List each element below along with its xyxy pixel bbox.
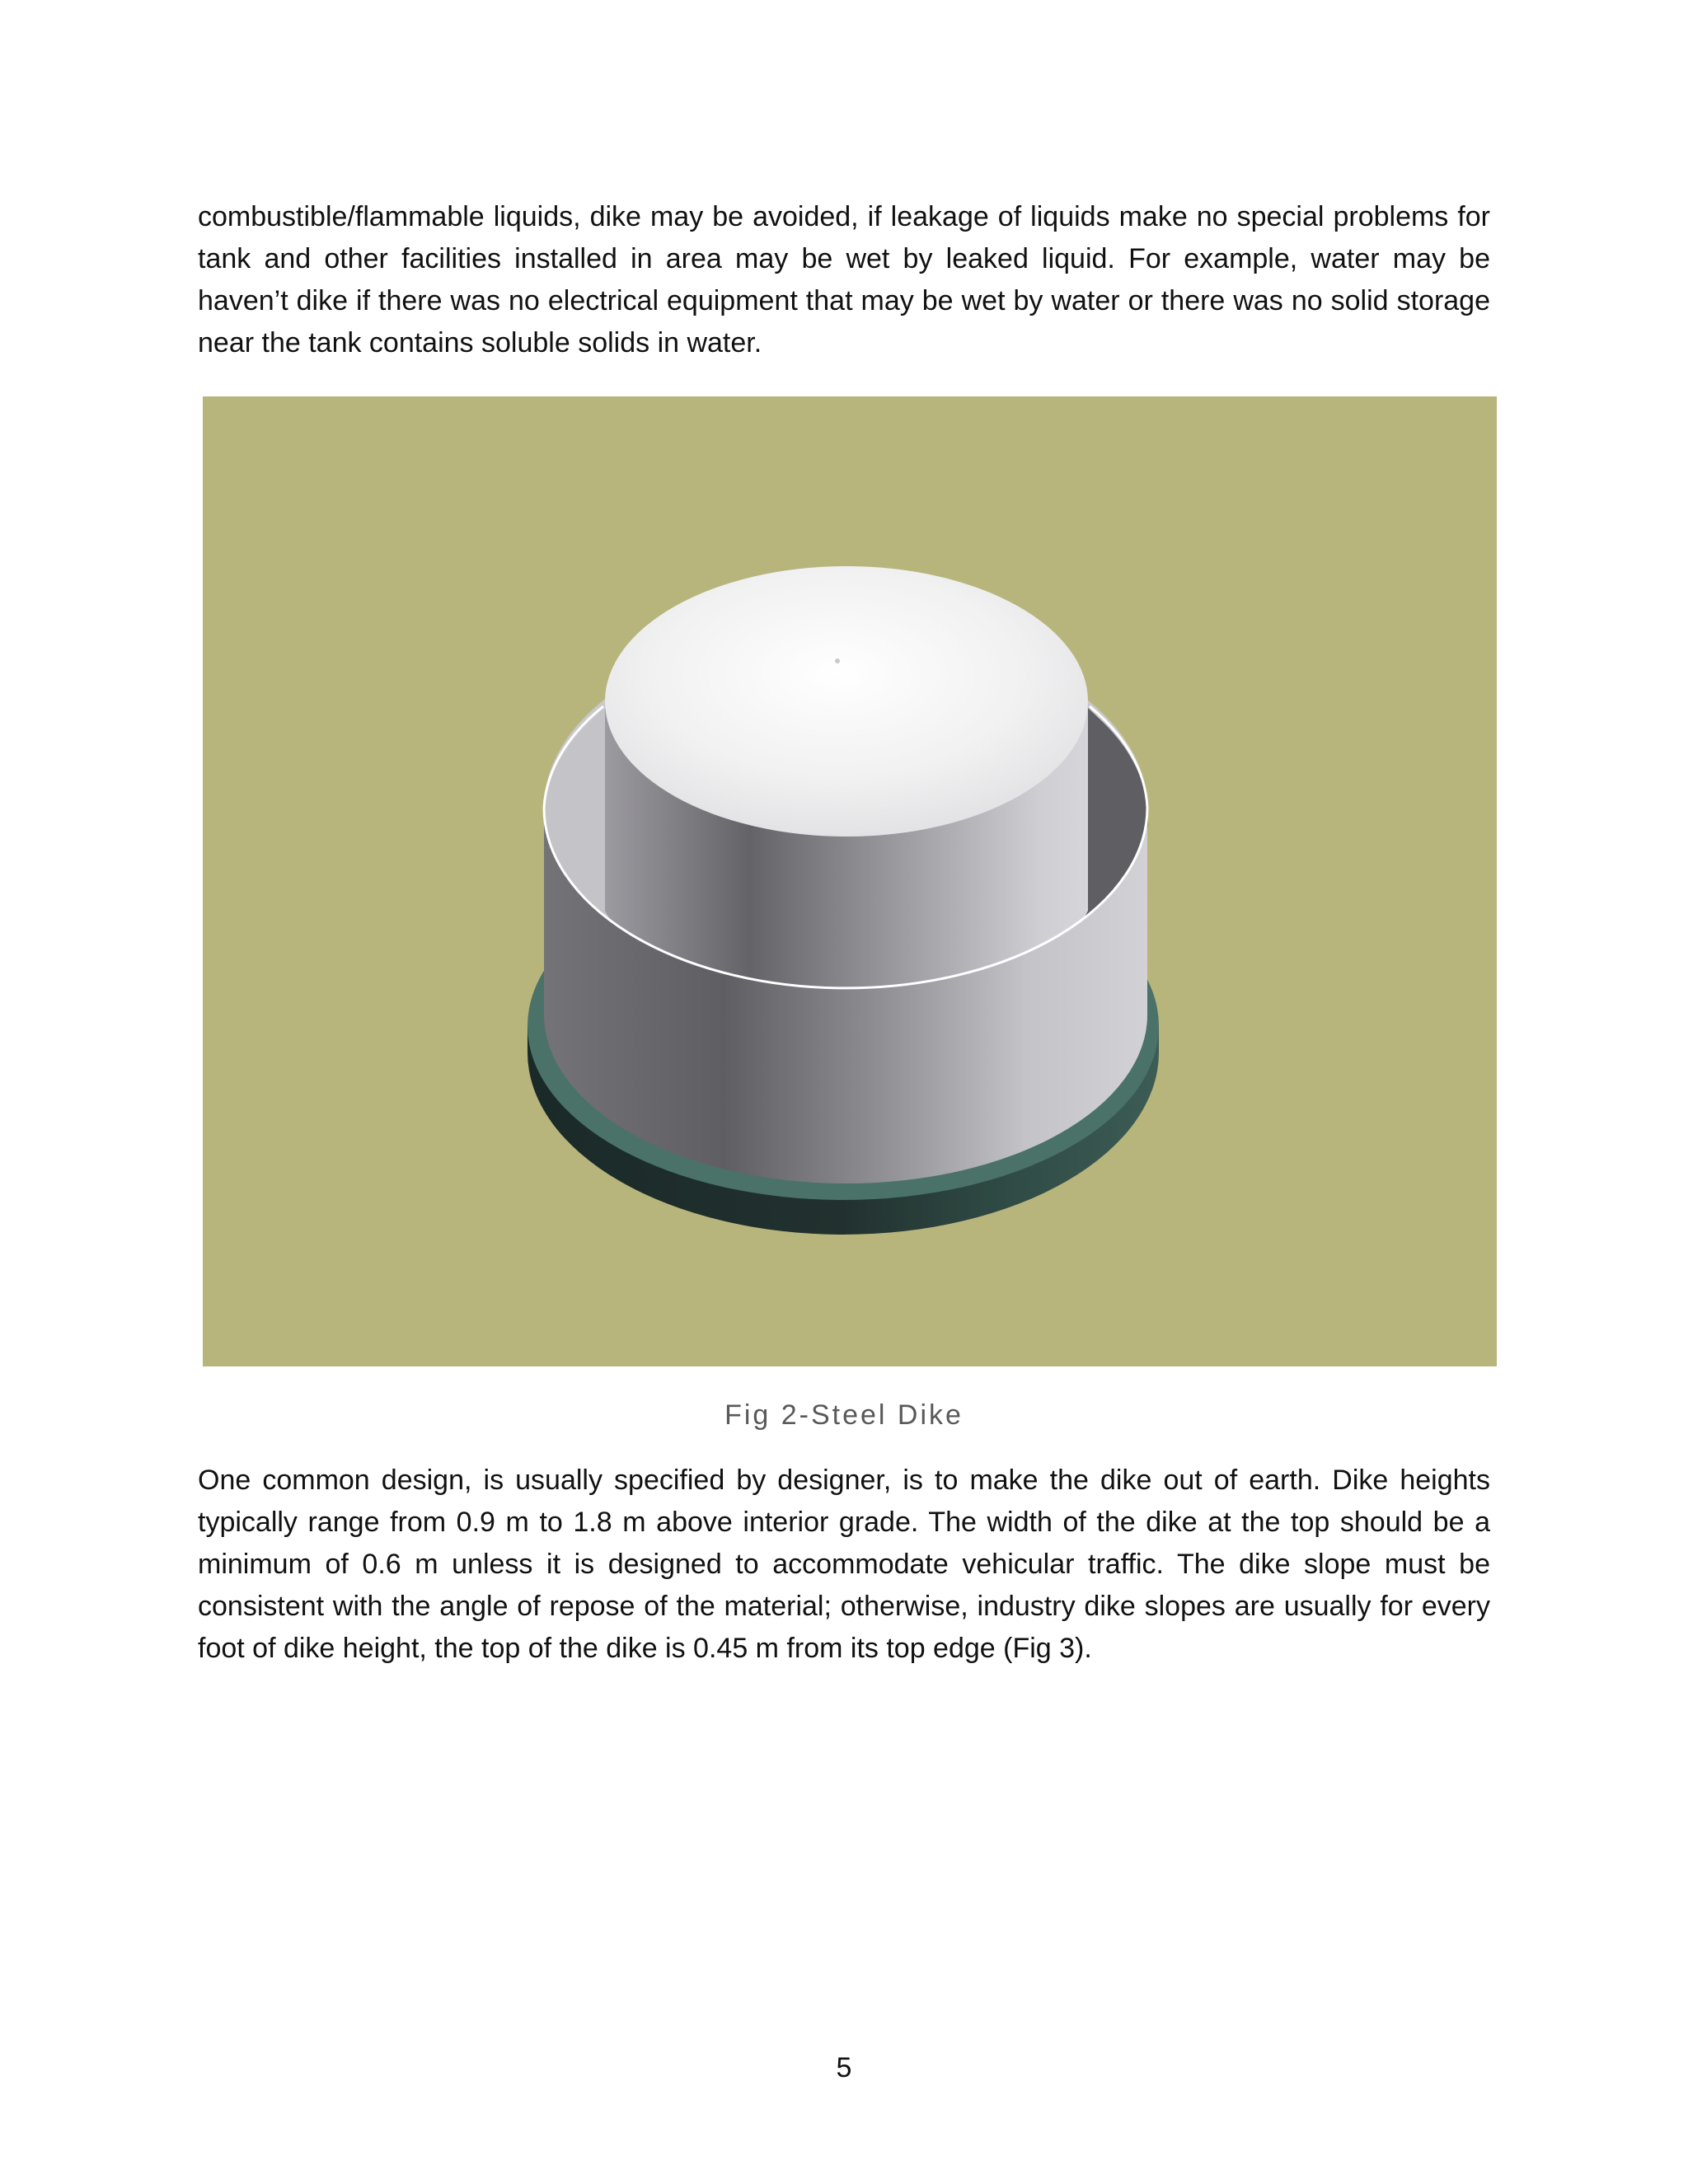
page-number: 5 [836,2052,852,2083]
tank-roof [605,566,1088,837]
figure-caption: Fig 2-Steel Dike [724,1399,964,1431]
body-paragraph-top: combustible/flammable liquids, dike may be avoided, if leakage of liquids make no special problems for tank and other facilities installed in area may be wet by leaked liquid. For example, water may be haven’t dike if there was no electrical equipment that may be wet by water or there was no solid storage near the tank contains soluble solids in water. [198,201,1490,359]
body-paragraph-bottom: One common design, is usually specified by designer, is to make the dike out of earth. Dike heights typically range from 0.9 m to 1.8 m above interior grade. The width of the dike at the top should be a minimum of 0.6 m unless it is designed to accommodate vehicular traffic. The dike slope must be consistent with the angle of repose of the material; otherwise, industry dike slopes are usually for every foot of dike height, the top of the dike is 0.45 m from its top edge (Fig 3). [198,1465,1490,1664]
steel-dike-illustration [203,396,1497,1366]
steel-dike-figure [203,396,1497,1366]
